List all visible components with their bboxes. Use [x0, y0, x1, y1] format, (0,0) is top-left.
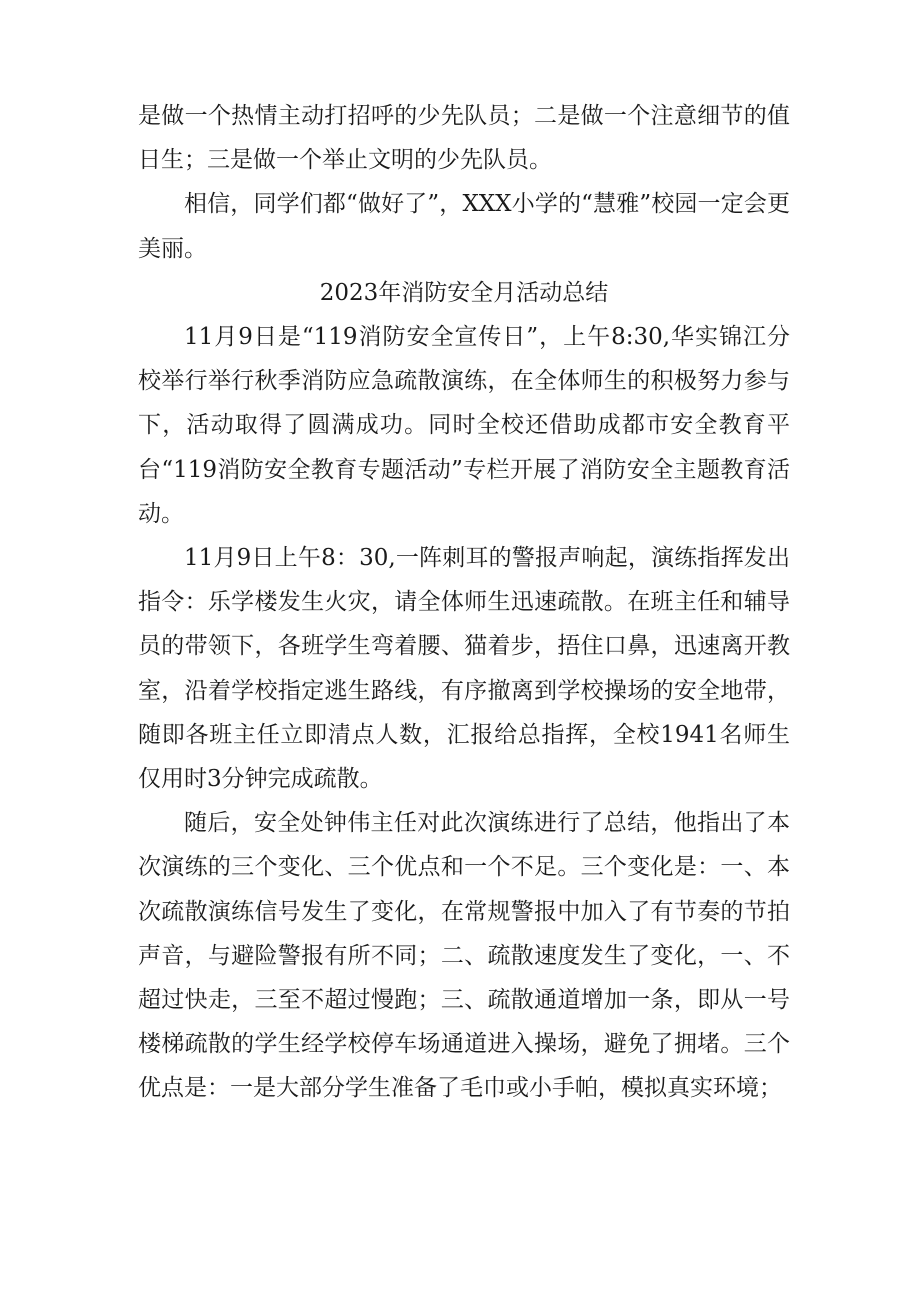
paragraph-continued: 是做一个热情主动打招呼的少先队员；二是做一个注意细节的值日生；三是做一个举止文明的少先队员。 — [138, 103, 790, 174]
document-body — [138, 94, 790, 1111]
paragraph: 随后，安全处钟伟主任对此次演练进行了总结，他指出了本次演练的三个变化、三个优点和一个不足。三个变化是：一、本次疏散演练信号发生了变化，在常规警报中加入了有节奏的节拍声音，与避险警报有所不同；二、疏散速度发生了变化，一、不超过快走，三至不超过慢跑；三、疏散通道增加一条，即从一号楼梯疏散的学生经学校停车场通道进入操场，避免了拥堵。三个优点是：一是大部分学生准备了毛巾或小手帕，模拟真实环境； — [138, 810, 790, 1102]
section-title: 2023年消防安全月活动总结 — [319, 279, 609, 306]
paragraph-closing: 相信，同学们都“做好了”，XXX小学的“慧雅”校园一定会更美丽。 — [138, 191, 790, 262]
paragraph: 11月9日上午8：30,一阵刺耳的警报声响起，演练指挥发出指令：乐学楼发生火灾，请全体师生迅速疏散。在班主任和辅导员的带领下，各班学生弯着腰、猫着步，捂住口鼻，迅速离开教室，沿着学校指定逃生路线，有序撤离到学校操场的安全地带，随即各班主任立即清点人数，汇报给总指挥，全校1941名师生仅用时3分钟完成疏散。 — [138, 545, 790, 793]
paragraph: 11月9日是“119消防安全宣传日”，上午8:30,华实锦江分校举行举行秋季消防应急疏散演练，在全体师生的积极努力参与下，活动取得了圆满成功。同时全校还借助成都市安全教育平台“119消防安全教育专题活动”专栏开展了消防安全主题教育活动。 — [138, 324, 790, 527]
